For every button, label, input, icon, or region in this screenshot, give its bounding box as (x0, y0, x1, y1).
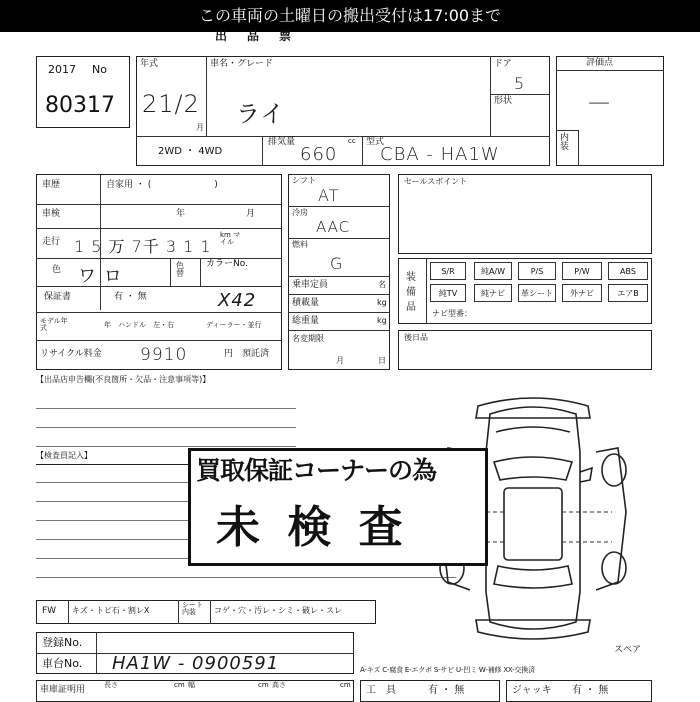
equip-aw: 純A/W (474, 262, 512, 280)
inspection-year: 年 (176, 209, 186, 219)
garage-cert-label: 車庫証明用 (40, 685, 86, 695)
chassis-label: 車台No. (42, 657, 83, 670)
tools-options: 有 ・ 無 (428, 685, 465, 696)
recycle-unit: 円 (224, 349, 234, 359)
aircon-label: 冷房 (292, 208, 308, 217)
cert-height-unit: cm (340, 681, 351, 689)
lot-year: 2017 (48, 63, 76, 76)
navi-model-label: ナビ型番： (432, 309, 472, 318)
history-label: 車歴 (42, 180, 61, 190)
shift-value: AT (318, 186, 340, 205)
gross-label: 総重量 (292, 316, 320, 326)
inspection-month: 月 (246, 209, 256, 219)
model-row-year: 年 (104, 321, 111, 329)
mileage-label: 走行 (42, 237, 61, 247)
cert-width: 幅 (188, 681, 195, 689)
color-change-label: 色替 (176, 261, 184, 278)
fuel-value: G (330, 254, 344, 273)
equip-leather: 革シート (518, 284, 556, 302)
model-row-label: モデル年式 (40, 317, 68, 332)
warranty-label: 保証書 (44, 292, 72, 302)
rating-label: 評価点 (586, 58, 614, 68)
name-change-month: 月 (336, 356, 344, 365)
equip-sr: S/R (430, 262, 466, 280)
color-label: 色 (52, 265, 62, 275)
model-year-month: 月 (196, 123, 204, 132)
model-row-handle: ハンドル 左・右 (118, 321, 174, 329)
equip-airbag: エアB (608, 284, 648, 302)
cert-height: 高さ (272, 681, 286, 689)
equipment-label: 装備品 (406, 272, 416, 313)
spare-label: スペア (614, 645, 642, 655)
model-year-label: 年式 (140, 59, 159, 69)
inspector-notes-label: 【検査員記入】 (36, 451, 92, 460)
load-unit: kg (377, 298, 387, 307)
warranty-options: 有 ・ 無 (114, 292, 147, 302)
jack-options: 有 ・ 無 (572, 685, 609, 696)
model-code-label: 型式 (366, 137, 385, 147)
damage-legend: A-キズ C-腐食 E-エクボ S-サビ U-凹ミ W-補修 XX-交換済 (360, 666, 535, 674)
sales-point-label: セールスポイント (404, 177, 468, 186)
model-code-value: CBA - HA1W (380, 144, 500, 165)
shift-label: シフト (292, 176, 316, 185)
storage-box (398, 330, 652, 370)
shape-label: 形状 (494, 96, 513, 106)
capacity-label: 乗車定員 (292, 280, 329, 290)
name-change-day: 日 (378, 356, 386, 365)
equip-abs: ABS (608, 262, 648, 280)
capacity-unit: 名 (378, 280, 386, 289)
fw-desc: キズ・トビ石・割レX (72, 606, 150, 615)
color-code-value: X42 (218, 290, 257, 311)
registration-label: 登録No. (42, 636, 83, 649)
equip-tv: 純TV (430, 284, 466, 302)
load-label: 積載量 (292, 298, 320, 308)
storage-label: 後日品 (404, 333, 428, 342)
stamp-line1: 買取保証コーナーの為 (196, 456, 437, 485)
drive-label: 2WD ・ 4WD (158, 146, 223, 157)
color-code-label: カラーNo. (206, 259, 248, 269)
equip-pw: P/W (562, 262, 602, 280)
recycle-deposit: 預託済 (242, 349, 270, 359)
car-name-label: 車名・グレード (210, 59, 274, 69)
equip-ext-navi: 外ナビ (562, 284, 602, 302)
mileage-value: 1 5 万 7千 3 1 1 (74, 237, 212, 256)
car-name-value: ライ (236, 100, 286, 128)
seat-desc: コゲ・穴・汚レ・シミ・破レ・スレ (214, 606, 342, 615)
fw-label: FW (42, 606, 57, 616)
jack-label: ジャッキ (512, 685, 552, 696)
recycle-label: リサイクル料金 (40, 349, 102, 359)
sales-point-box (398, 174, 652, 254)
model-year-value: 21/2 (142, 90, 200, 118)
banner-text: この車両の土曜日の搬出受付は17:00まで (198, 6, 502, 25)
lot-no-label: No (92, 63, 107, 76)
interior-label: 内装 (560, 133, 570, 152)
history-value: 自家用 ・ ( ) (106, 180, 218, 190)
model-row-dealer: ディーラー・並行 (206, 321, 262, 329)
equip-navi: 純ナビ (474, 284, 512, 302)
rating-value: — (588, 90, 611, 115)
gross-unit: kg (377, 316, 387, 325)
lot-number: 80317 (45, 93, 115, 118)
chassis-value: HA1W - 0900591 (112, 653, 280, 674)
mileage-unit: km マイル (220, 231, 241, 246)
inspection-label: 車検 (42, 209, 61, 219)
cert-length: 長さ (104, 681, 118, 689)
recycle-value: 9910 (140, 345, 188, 365)
displacement-value: 660 (300, 144, 338, 165)
name-change-label: 名変期限 (292, 334, 324, 343)
cert-width-unit: cm (258, 681, 269, 689)
displacement-label: 排気量 (268, 137, 296, 147)
stamp-line2: 未 検 査 (216, 502, 409, 553)
doors-label: ドア (494, 59, 512, 69)
seat-label: シート内装 (182, 601, 203, 616)
aircon-value: AAC (316, 218, 351, 236)
page-title: 出 品 票 (215, 29, 296, 43)
color-value: ワ ロ (78, 266, 123, 287)
doors-value: 5 (514, 74, 526, 93)
exhibitor-notes-label: 【出品店申告欄(不良箇所・欠品・注意事項等)】 (36, 375, 211, 384)
equip-ps: P/S (518, 262, 556, 280)
tools-label: 工 具 (366, 685, 396, 696)
fuel-label: 燃料 (292, 240, 308, 249)
cert-length-unit: cm (174, 681, 185, 689)
displacement-unit: cc (348, 137, 356, 145)
